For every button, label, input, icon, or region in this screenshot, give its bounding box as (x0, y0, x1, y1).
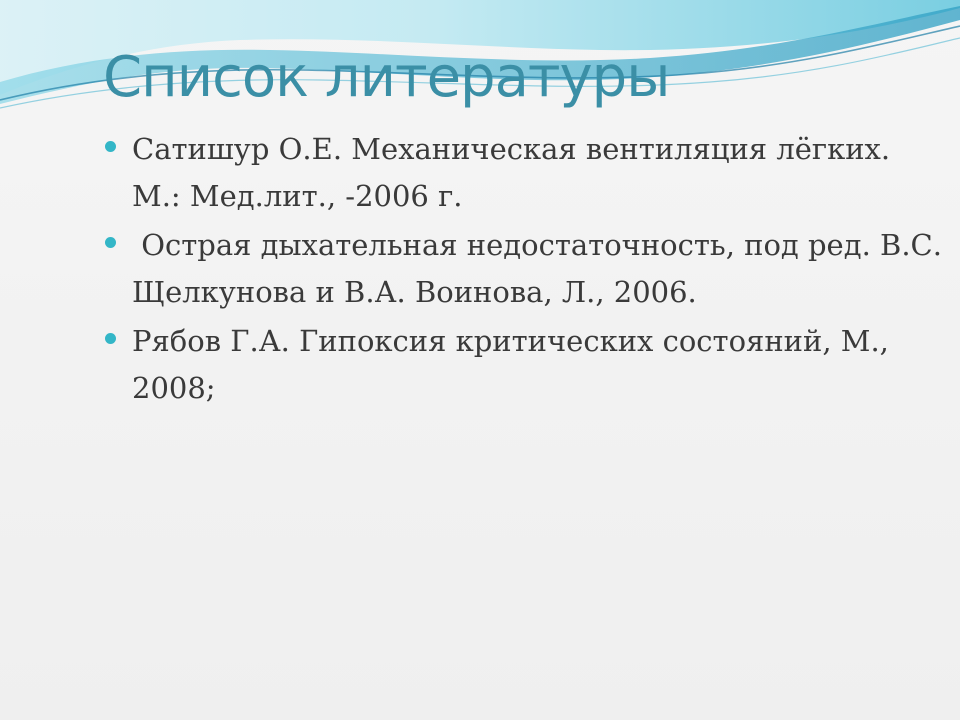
bibliography-entry-text: Рябов Г.А. Гипоксия критических состояний, М., 2008; (132, 324, 899, 405)
bibliography-entry-text: Острая дыхательная недостаточность, под ред. В.С. Щелкунова и В.А. Воинова, Л., 2006. (132, 228, 952, 309)
list-item (105, 222, 952, 316)
bullet-icon (105, 141, 116, 152)
slide-title: Список литературы (103, 45, 670, 110)
bibliography-entry-text: Сатишур О.Е. Механическая вентиляция лёгких. М.: Мед.лит., -2006 г. (132, 132, 900, 213)
list-item (105, 126, 945, 220)
bullet-icon (105, 237, 116, 248)
list-item (105, 318, 945, 412)
bullet-icon (105, 333, 116, 344)
bibliography-list (105, 126, 952, 414)
